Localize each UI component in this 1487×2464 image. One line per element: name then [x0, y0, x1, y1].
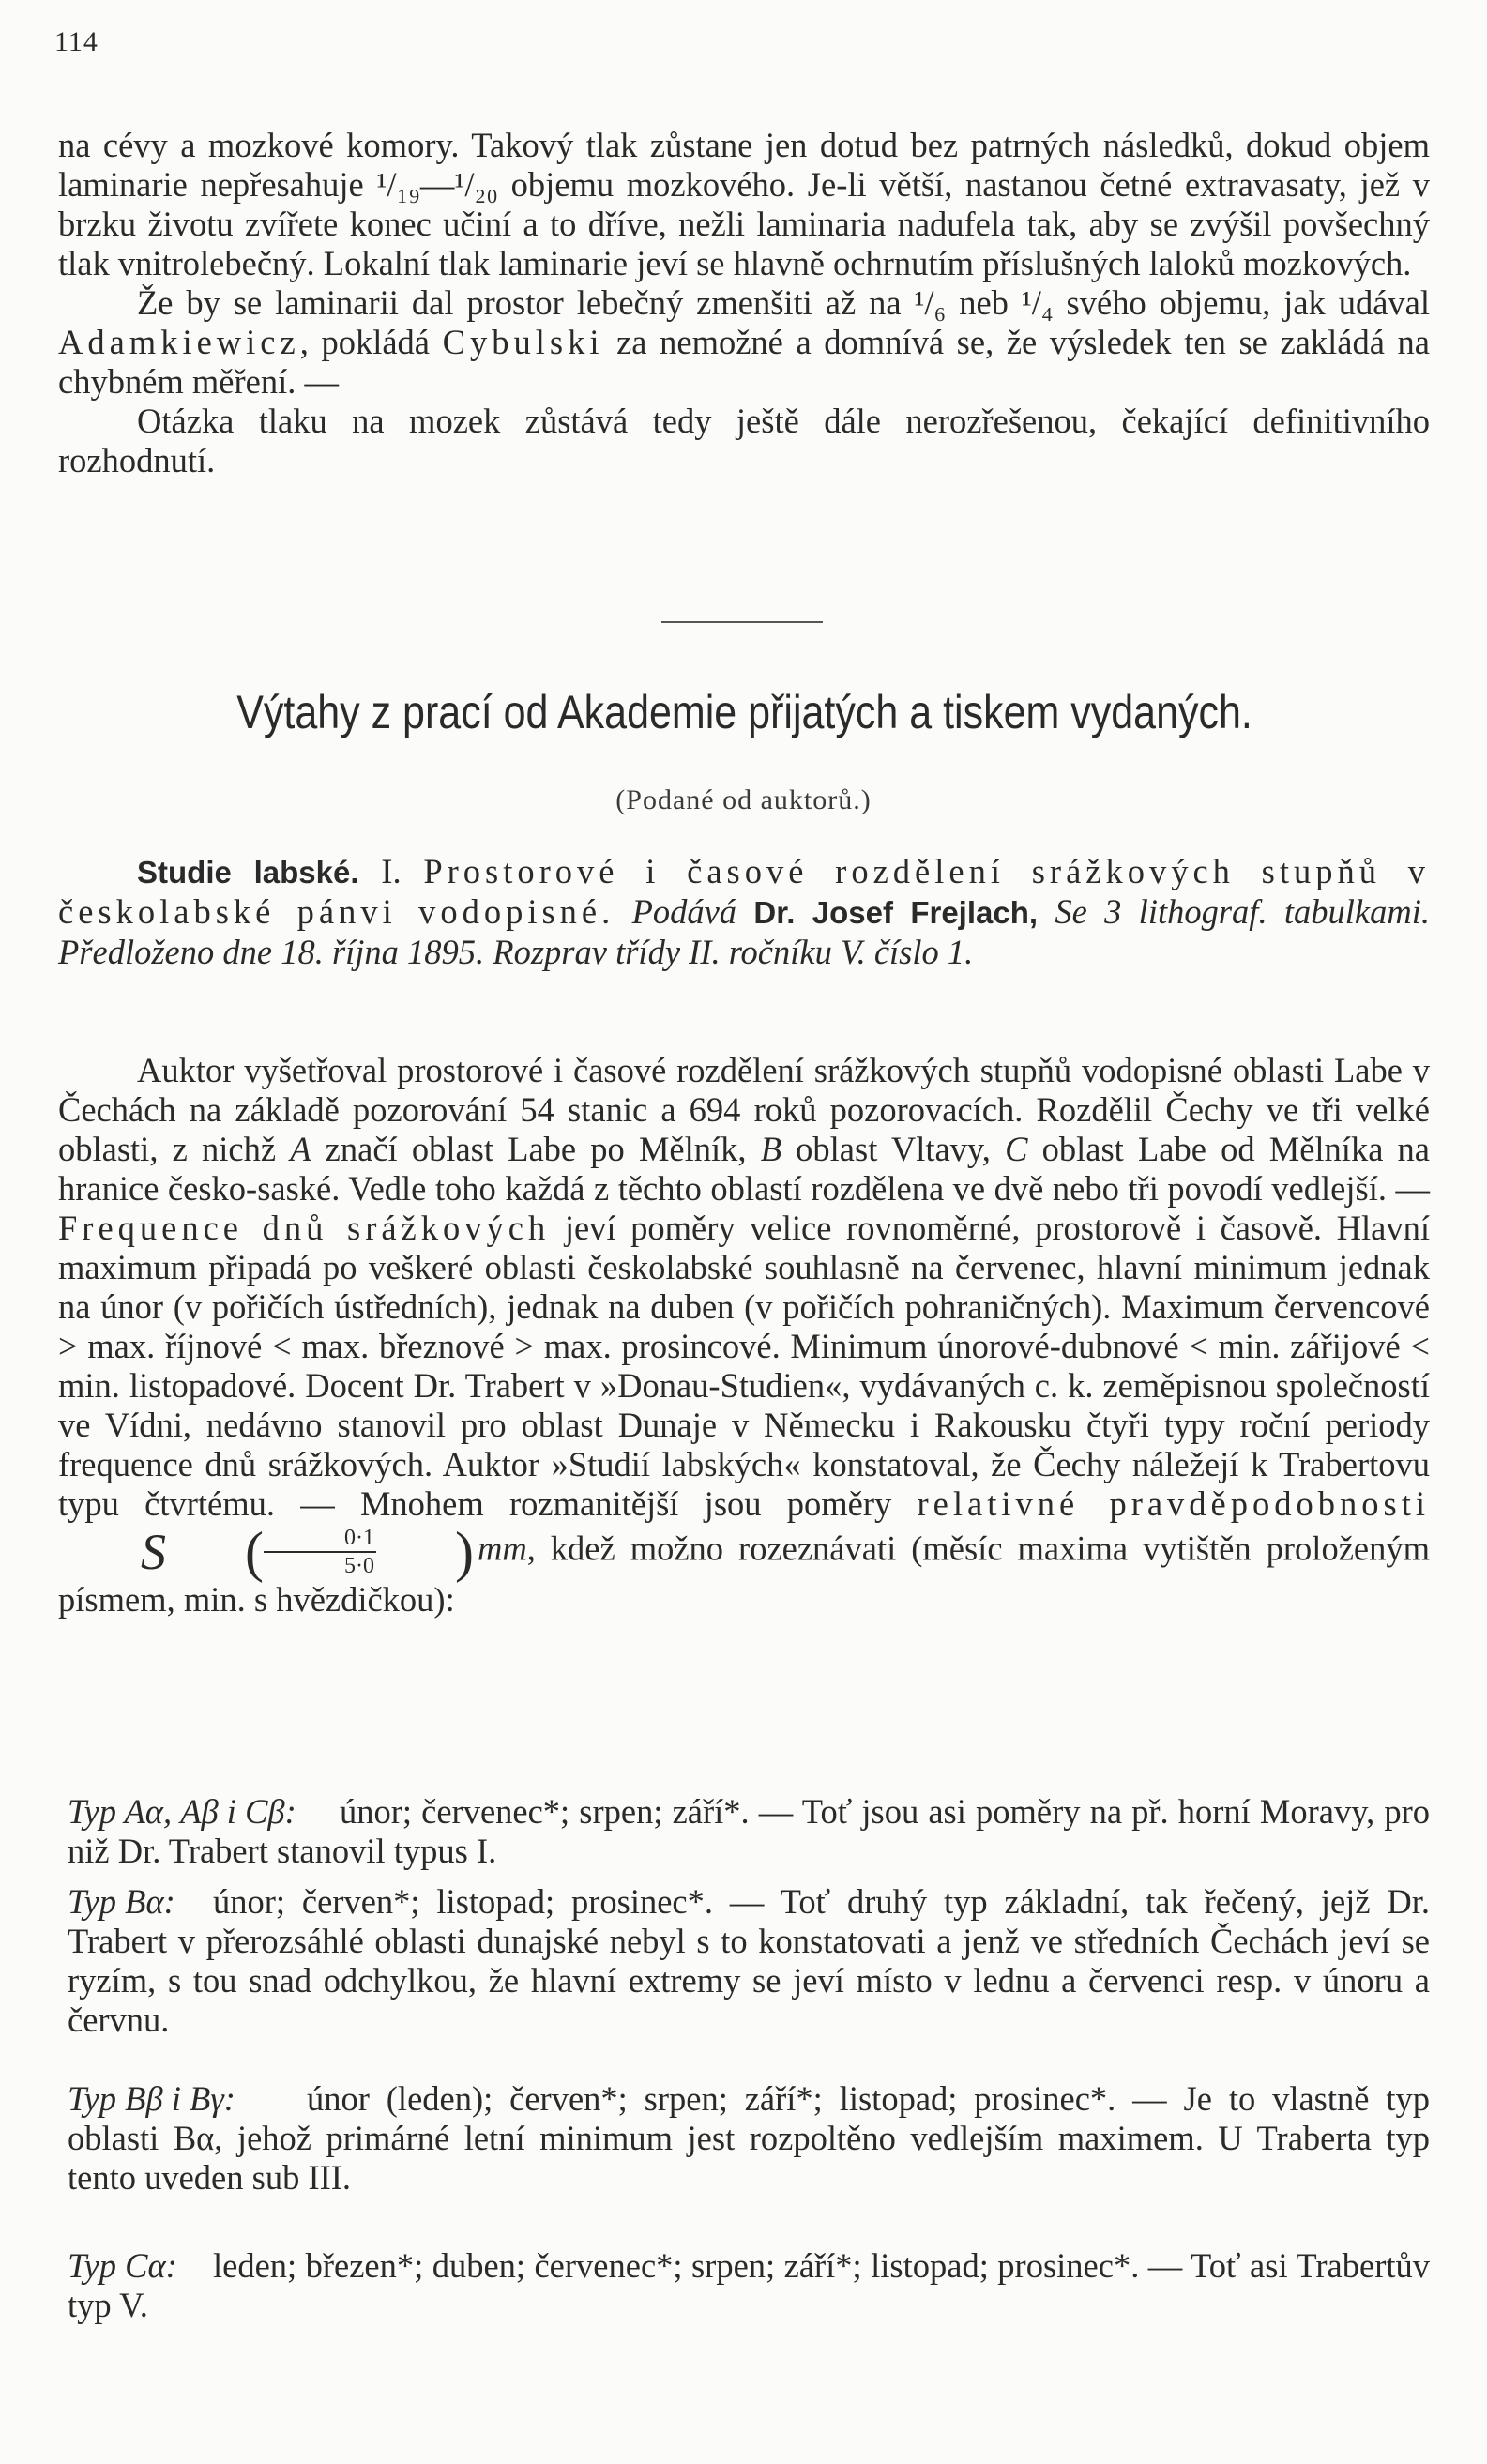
type-text-content: únor; červen*; listopad; prosinec*. — Toť druhý typ základní, tak řečený, jejž Dr. Trabert v přerozsáhlé oblasti dunajské nebyl s to konstatovati a jenž ve středních Čechách jeví se ryzím, s tou snad odchylkou, že hlavní extremy se jeví místo v lednu a červenci resp. v únoru a červnu.	[68, 1882, 1430, 2039]
spaced-term-frequence: Frequence dnů srážkových	[58, 1209, 551, 1247]
body-text-5: jeví poměry velice rovnoměrné, prostorově i časově. Hlavní maximum připadá po veškeré oblasti českolabské souhlasně na červenec, hlavní minimum jednak na únor (v pořičích ústředních), jednak na duben (v pořičích pohraničných). Maximum červencové > max. říjnové < max. březnové > max. prosincové. Minimum únorové-dubnové < min. zářijové < min. listopadové. Docent Dr. Trabert v »Donau-Studien«, vydávaných c. k. zeměpisnou společností ve Vídni, nedávno stanovil pro oblast Dunaje v Německu i Rakousku čtyři typy roční periody frequence dnů srážkových. Auktor »Studií labských« konstatoval, že Čechy náležejí k Trabertovu typu čtvrtému. — Mnohem rozmanitější jsou poměry	[58, 1209, 1430, 1523]
citation-numeral: I.	[358, 852, 424, 890]
body-text-4: oblast Labe od Mělníka na hranice česko-saské. Vedle toho každá z těchto oblastí rozdělena ve dvě nebo tři povodí vedlejší. —	[58, 1130, 1431, 1208]
section-subheading: (Podané od auktorů.)	[615, 784, 872, 815]
type-text	[68, 2246, 1430, 2325]
spaced-term-probability: relativné pravděpodobnosti	[917, 1484, 1430, 1523]
formula-paren-open: (	[245, 1521, 264, 1583]
type-text	[68, 2079, 1430, 2198]
author-name-adamkiewicz: Adamkiewicz	[58, 323, 300, 361]
section-heading: Výtahy z prací od Akademie přijatých a tiskem vydaných.	[236, 686, 1252, 738]
formula-denominator: 5·0	[343, 1554, 374, 1578]
region-c: C	[1005, 1130, 1028, 1168]
section-divider	[661, 621, 823, 623]
paragraph-1: na cévy a mozkové komory. Takový tlak zůstane jen dotud bez patrných následků, dokud objem laminarie nepřesahuje ¹/₁₉—¹/₂₀ objemu mozkového. Je-li větší, nastanou četné extravasaty, jež v brzku životu zvířete konec učiní a to dříve, nežli laminaria nadufela tak, aby se zvýšil povšechný tlak vnitrolebečný. Lokalní tlak laminarie jeví se hlavně ochrnutím příslušných laloků mozkových.	[58, 126, 1430, 282]
type-text-content: únor; červenec*; srpen; září*. — Toť jsou asi poměry na př. horní Moravy, pro niž Dr. Trabert stanovil typus I.	[68, 1792, 1430, 1870]
paragraph-2-text-c: za nemožné a domnívá se, že výsledek ten se zakládá na chybném měření. —	[58, 323, 1430, 401]
paragraph-3: Otázka tlaku na mozek zůstává tedy ještě dále nerozřešenou, čekající definitivního rozhodnutí.	[58, 402, 1430, 479]
probability-formula	[62, 1521, 474, 1583]
citation	[58, 852, 1430, 972]
author-name-cybulski: Cybulski	[442, 323, 604, 361]
citation-subtitle: Prostorové i časové rozdělení srážkových stupňů v českolabské pánvi vodopisné.	[58, 852, 1431, 931]
body-text-2: značí oblast Labe po Mělník,	[311, 1130, 761, 1168]
type-entry	[68, 1882, 1430, 2040]
body-text-3: oblast Vltavy,	[781, 1130, 1006, 1168]
type-entry	[68, 1792, 1430, 1871]
citation-podava: Podává	[615, 892, 754, 931]
body-text-1: Auktor vyšetřoval prostorové i časové rozdělení srážkových stupňů vodopisné oblasti Labe v Čechách na základě pozorování 54 stanic a 694 roků pozorovacích. Rozdělil Čechy ve tři velké oblasti, z nichž	[58, 1051, 1430, 1168]
formula-numerator: 0·1	[264, 1525, 376, 1553]
formula-symbol: S	[141, 1524, 166, 1580]
abstract-body	[58, 1051, 1430, 1620]
page-number: 114	[54, 26, 99, 57]
type-text-content: únor (leden); červen*; srpen; září*; listopad; prosinec*. — Je to vlastně typ oblasti Bα, jehož primárné letní minimum jest rozpoltěno vedlejším maximem. U Traberta typ tento uveden sub III.	[68, 2079, 1430, 2197]
type-label: Typ Bα:	[68, 1882, 175, 1921]
type-label: Typ Aα, Aβ i Cβ:	[68, 1792, 296, 1831]
intro-paragraphs	[58, 126, 1430, 480]
type-text	[68, 1882, 1430, 2040]
body-text-6: , kdež možno rozeznávati (měsíc maxima vytištěn proloženým písmem, min. s hvězdičkou):	[58, 1529, 1430, 1619]
type-text-content: leden; březen*; duben; červenec*; srpen; září*; listopad; prosinec*. — Toť asi Trabertův typ V.	[68, 2246, 1430, 2324]
region-b: B	[760, 1130, 781, 1168]
paragraph-2-text-b: , pokládá	[299, 323, 443, 361]
paragraph-2	[58, 283, 1430, 402]
paragraph-2-text-a: Že by se laminarii dal prostor lebečný zmenšiti až na ¹/₆ neb ¹/₄ svého objemu, jak udával	[137, 283, 1430, 322]
region-a: A	[290, 1130, 311, 1168]
formula-paren-close: )	[454, 1521, 474, 1583]
type-entry	[68, 2246, 1430, 2325]
type-entry	[68, 2079, 1430, 2198]
formula-fraction	[264, 1525, 376, 1579]
citation-title: Studie labské.	[137, 855, 359, 890]
unit-mm: mm	[477, 1529, 527, 1568]
type-label: Typ Bβ i Bγ:	[68, 2079, 235, 2118]
type-label: Typ Cα:	[68, 2246, 177, 2285]
citation-details: Se 3 lithograf. tabulkami. Předloženo dne 18. října 1895. Rozprav třídy II. ročníku V. číslo 1.	[58, 892, 1430, 971]
citation-author: Dr. Josef Frejlach,	[753, 895, 1039, 930]
